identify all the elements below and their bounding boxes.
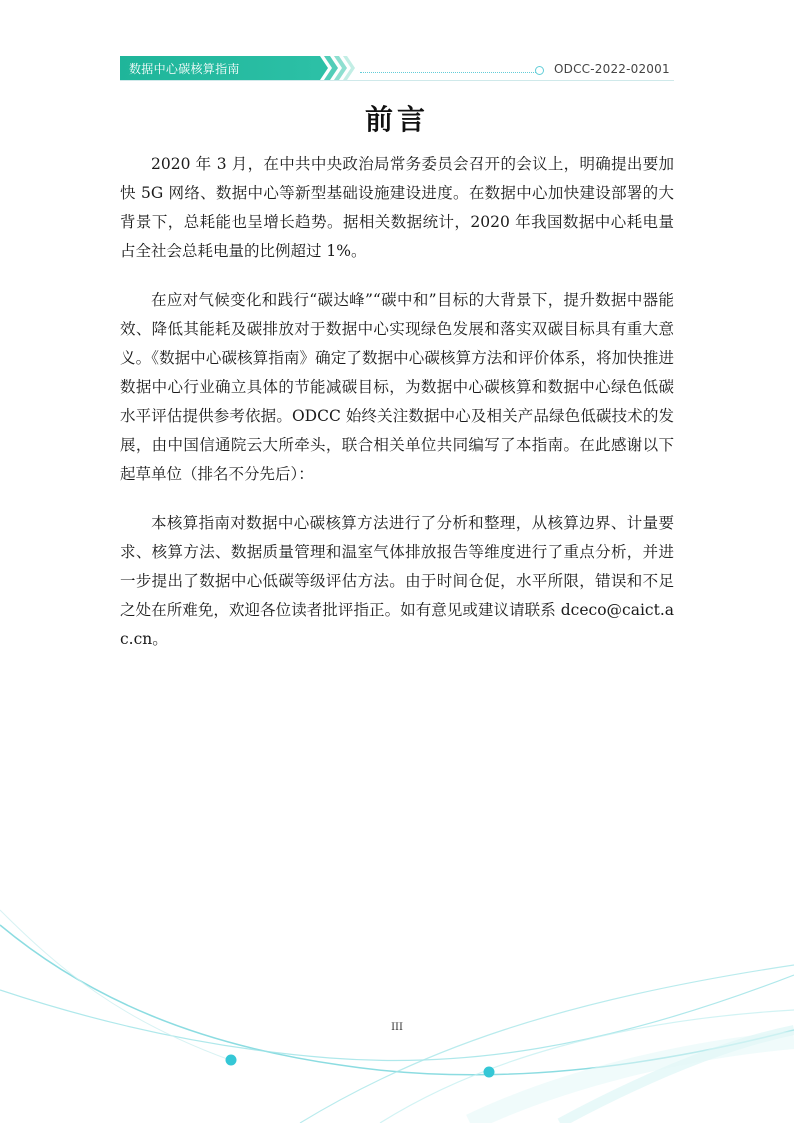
header-divider xyxy=(120,80,674,81)
section-label: 数据中心碳核算指南 xyxy=(129,62,240,76)
section-tab xyxy=(120,56,320,80)
paragraph: 本核算指南对数据中心碳核算方法进行了分析和整理，从核算边界、计量要求、核算方法、数据质量管理和温室气体排放报告等维度进行了重点分析，并进一步提出了数据中心低碳等级评估方法。由于时间仓促，水平所限，错误和不足之处在所难免，欢迎各位读者批评指正。如有意见或建议请联系 dceco@caict.ac.cn。 xyxy=(120,514,674,648)
paragraph: 在应对气候变化和践行“碳达峰”“碳中和”目标的大背景下，提升数据中器能效、降低其能耗及碳排放对于数据中心实现绿色发展和落实双碳目标具有重大意义。《数据中心碳核算指南》确定了数据中心碳核算方法和评价体系，将加快推进数据中心行业确立具体的节能减碳目标，为数据中心碳核算和数据中心绿色低碳水平评估提供参考依据。ODCC 始终关注数据中心及相关产品绿色低碳技术的发展，由中国信通院云大所牵头，联合相关单位共同编写了本指南。在此感谢以下起草单位（排名不分先后）： xyxy=(120,291,674,483)
header-dotted-rule xyxy=(360,72,536,73)
dot-marker-icon xyxy=(226,1055,237,1066)
document-code: ODCC-2022-02001 xyxy=(554,62,670,76)
dot-marker-icon xyxy=(484,1067,495,1078)
wave-decoration xyxy=(0,880,794,1123)
body-content xyxy=(120,150,674,674)
paragraph: 2020 年 3 月，在中共中央政治局常务委员会召开的会议上，明确提出要加快 5G 网络、数据中心等新型基础设施建设进度。在数据中心加快建设部署的大背景下，总耗能也呈增长趋势。据相关数据统计，2020 年我国数据中心耗电量占全社会总耗电量的比例超过 1%。 xyxy=(120,155,674,260)
page-header xyxy=(0,0,794,90)
chevron-decoration-icon xyxy=(312,56,360,80)
page-number: III xyxy=(391,1022,403,1033)
page-title: 前言 xyxy=(364,103,429,136)
circle-marker-icon xyxy=(535,66,544,75)
